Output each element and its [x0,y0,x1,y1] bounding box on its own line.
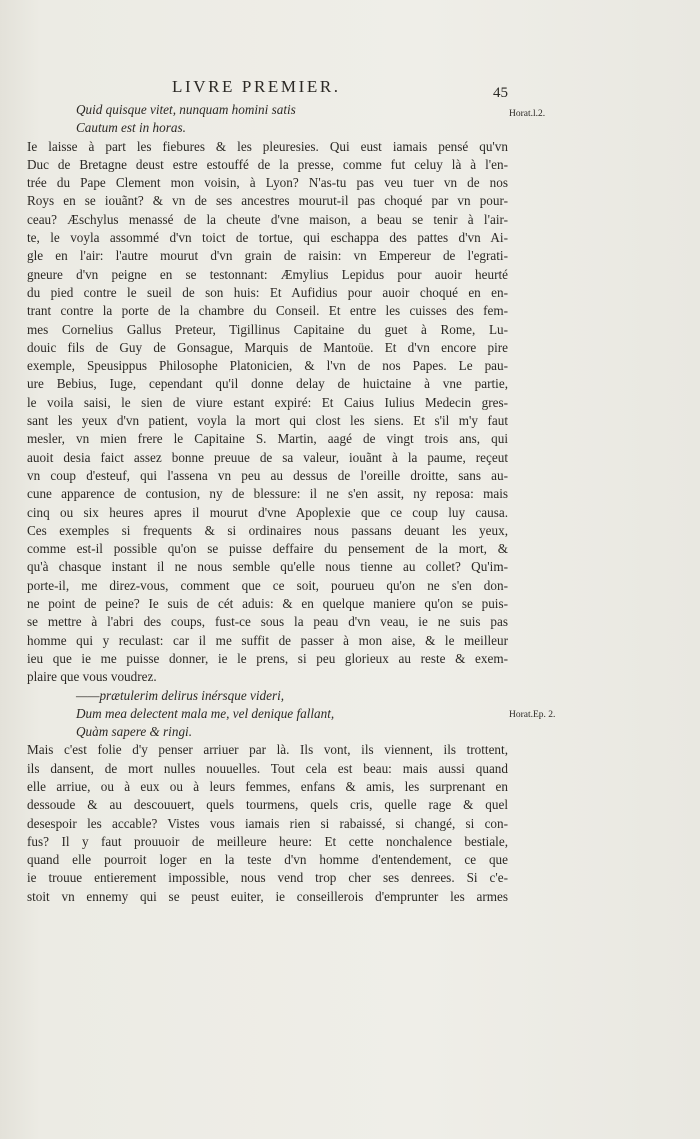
text-line: desespoir les accable? Vistes vous iamais rien si rabaissé, si changé, si con- [27,815,508,831]
text-line: gneure d'vn peigne en se testonnant: Æmylius Lepidus pour auoir heurté [27,266,508,282]
margin-note: Horat.Ep. 2. [509,710,556,720]
page-number: 45 [493,85,508,101]
text-line: homme qui y reculast: car il me suffit de passer à mon aise, & le meilleur [27,632,508,648]
verse-quote [27,687,508,742]
verse-quote [27,101,508,138]
verse-line: Quàm sapere & ringi. [76,724,192,740]
text-line: gle en l'air: l'autre mourut d'vn grain de raisin: vn Empereur de l'egrati- [27,248,508,264]
prose-paragraph [27,741,508,906]
text-line: se mettre à l'abri des coups, fust-ce sous la peau d'vn veau, ie ne suis pas [27,614,508,630]
text-line: vn coup d'esteuf, qui l'assena vn peu au dessus de l'oreille droitte, sans au- [27,467,508,483]
running-title: LIVRE PREMIER. [172,77,341,96]
text-line: comme est-il possible qu'on se puisse deffaire du pensement de la mort, & [27,541,508,557]
text-line: le voila saisi, le sien de viure estant expiré: Et Caius Iulius Medecin gres- [27,394,508,410]
text-line: quand elle pourroit loger en la teste d'vn homme d'entendement, ce que [27,852,508,868]
text-line: cune apparence de contusion, ny de blessure: il ne s'en assit, ny reposa: mais [27,486,508,502]
text-line: qu'à chasque instant il ne nous semble qu'elle nous tienne au collet? Qu'im- [27,559,508,575]
text-line: douic fils de Guy de Gonsague, Marquis de Mantoüe. Et d'vn encore pire [27,339,508,355]
text-line: stoit vn ennemy qui se peust euiter, ie conseillerois d'emprunter les armes [27,888,508,904]
text-line: Ie laisse à part les fiebures & les pleuresies. Qui eust iamais pensé qu'vn [27,138,508,154]
text-line: trée du Pape Clement mon voisin, à Lyon? N'as-tu pas veu tuer vn de nos [27,175,508,191]
text-line: fus? Il y faut prouuoir de meilleure heure: Et cette nonchalence bestiale, [27,833,508,849]
text-line: ils dansent, de mort nulles nouuelles. Tout cela est beau: mais aussi quand [27,760,508,776]
text-line: elle arriue, ou à eux ou à leurs femmes, enfans & amis, les surprenant en [27,778,508,794]
text-line: ure Bebius, Iuge, cependant qu'il donne delay de huictaine à vne partie, [27,376,508,392]
text-line: trant contre la porte de la chambre du Conseil. Et entre les cuisses des fem- [27,303,508,319]
text-line: sant les yeux d'vn patient, voyla la mort qui clost les siens. Et s'il m'y faut [27,413,508,429]
text-line: exemple, Speusippus Philosophe Platonicien, & l'vn de nos Papes. Le pau- [27,358,508,374]
text-block [27,101,508,906]
text-line: Roys en se iouãnt? & vn de ses ancestres mourut-il pas choqué par vn pour- [27,193,508,209]
text-line: Ces exemples si frequents & si ordinaires nous passans deuant les yeux, [27,522,508,538]
text-line: porte-il, me direz-vous, comment que ce soit, pourueu qu'on ne s'en don- [27,577,508,593]
verse-line: ——prætulerim delirus inérsque videri, [76,687,285,703]
text-line: du pied contre le sueil de son huis: Et Aufidius pour auoir choqué en en- [27,284,508,300]
text-line: mesler, vn mien frere le Capitaine S. Martin, aagé de vingt trois ans, qui [27,431,508,447]
text-line: ieu que ie me puisse donner, ie le prens, si peu glorieux au reste & exem- [27,650,508,666]
text-line: auoit desia faict assez bonne preuue de sa valeur, iouãnt à la paume, reçeut [27,449,508,465]
text-line: te, le voyla assommé d'vn toict de tortue, qui eschappa des pattes d'vn Ai- [27,230,508,246]
text-line: cinq ou six heures apres il mourut d'vne Apoplexie que ce coup luy causa. [27,504,508,520]
verse-line: Cautum est in horas. [76,120,186,136]
margin-note: Horat.l.2. [509,109,546,119]
text-line: dessoude & au descouuert, quels tourmens, quels cris, quelle rage & quel [27,797,508,813]
text-line: plaire que vous voudrez. [27,669,157,685]
text-line: ie trouue entierement impossible, nous vend trop cher ses denrees. Si c'e- [27,870,508,886]
page-header [0,77,700,101]
verse-line: Quid quisque vitet, nunquam homini satis [76,102,296,117]
text-line: ceau? Æschylus menassé de la cheute d'vne maison, a beau se tenir à l'air- [27,211,508,227]
text-line: mes Cornelius Gallus Preteur, Tigillinus Capitaine du guet à Rome, Lu- [27,321,508,337]
prose-paragraph [27,138,508,687]
text-line: Mais c'est folie d'y penser arriuer par là. Ils vont, ils viennent, ils trottent, [27,742,508,758]
text-line: ne point de peine? Ie suis de cét aduis: & en quelque maniere qu'on se puis- [27,596,508,612]
text-line: Duc de Bretagne deust estre estouffé de la presse, comme fut celuy là à l'en- [27,156,508,172]
verse-line: Dum mea delectent mala me, vel denique fallant, [76,705,335,721]
